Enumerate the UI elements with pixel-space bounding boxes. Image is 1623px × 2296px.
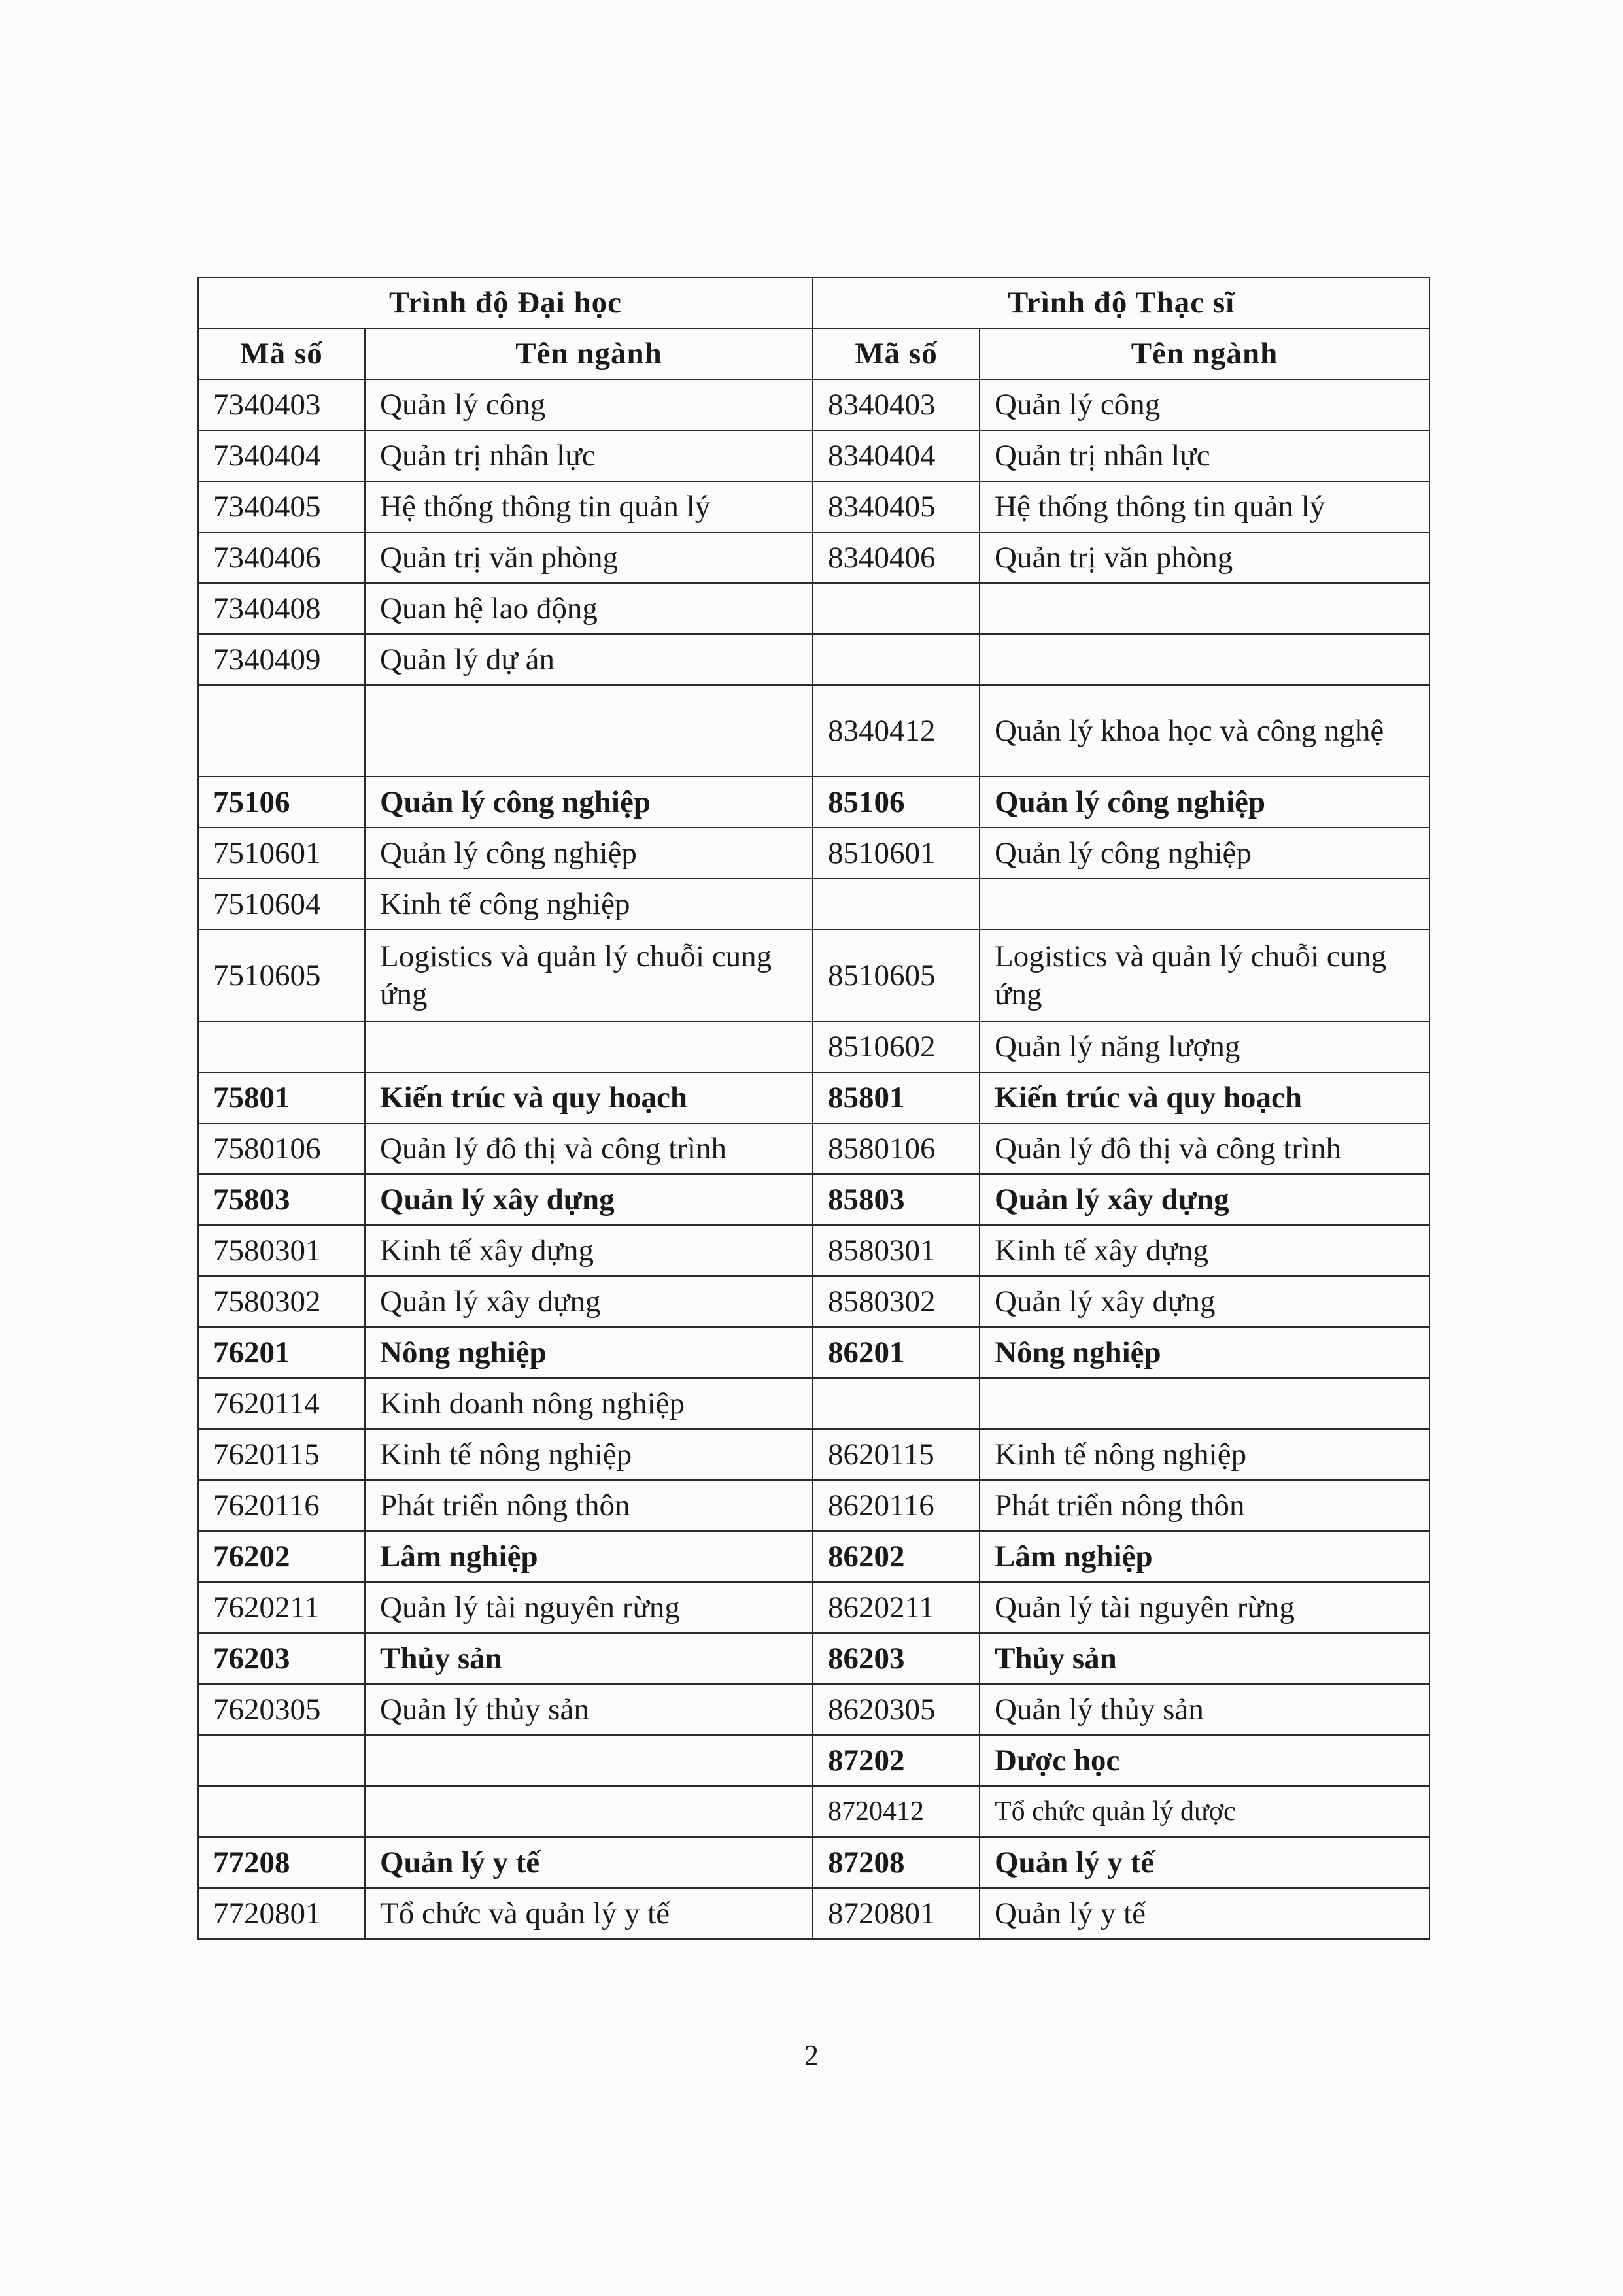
master-name-cell — [980, 583, 1429, 634]
column-header-name: Tên ngành — [365, 328, 813, 379]
table-row — [198, 1837, 1429, 1888]
master-code-cell — [813, 634, 980, 685]
master-name-cell: Quản trị văn phòng — [980, 532, 1429, 583]
master-name-cell: Quản lý thủy sản — [980, 1684, 1429, 1735]
undergrad-code-cell: 7580301 — [198, 1225, 365, 1276]
master-name-cell: Hệ thống thông tin quản lý — [980, 481, 1429, 532]
master-name-cell: Logistics và quản lý chuỗi cung ứng — [980, 930, 1429, 1021]
master-code-cell: 8340404 — [813, 430, 980, 481]
undergrad-code-cell: 7720801 — [198, 1888, 365, 1939]
master-name-cell: Quản lý công nghiệp — [980, 828, 1429, 879]
undergrad-name-cell: Quản lý tài nguyên rừng — [365, 1582, 813, 1633]
table-row — [198, 1735, 1429, 1786]
undergrad-code-cell: 7510601 — [198, 828, 365, 879]
master-code-cell: 8510605 — [813, 930, 980, 1021]
master-code-cell: 8720801 — [813, 1888, 980, 1939]
undergrad-name-cell: Quản lý công — [365, 379, 813, 430]
table-row — [198, 1327, 1429, 1378]
table-row — [198, 777, 1429, 828]
master-name-cell: Dược học — [980, 1735, 1429, 1786]
master-code-cell: 85801 — [813, 1072, 980, 1123]
undergrad-name-cell: Quản lý y tế — [365, 1837, 813, 1888]
master-name-cell: Thủy sản — [980, 1633, 1429, 1684]
master-name-cell: Quản lý xây dựng — [980, 1174, 1429, 1225]
table-row — [198, 685, 1429, 777]
master-name-cell: Lâm nghiệp — [980, 1531, 1429, 1582]
master-code-cell: 8510601 — [813, 828, 980, 879]
table-row — [198, 1276, 1429, 1327]
undergrad-name-cell: Logistics và quản lý chuỗi cung ứng — [365, 930, 813, 1021]
table-row — [198, 1072, 1429, 1123]
master-code-cell: 8620116 — [813, 1480, 980, 1531]
undergrad-code-cell — [198, 1786, 365, 1837]
table-row — [198, 1174, 1429, 1225]
undergrad-code-cell — [198, 685, 365, 777]
master-code-cell: 85106 — [813, 777, 980, 828]
undergrad-code-cell: 7510605 — [198, 930, 365, 1021]
master-code-cell: 8580301 — [813, 1225, 980, 1276]
table-row — [198, 879, 1429, 930]
table-row — [198, 532, 1429, 583]
master-name-cell: Phát triển nông thôn — [980, 1480, 1429, 1531]
master-code-cell: 87208 — [813, 1837, 980, 1888]
undergrad-code-cell: 75803 — [198, 1174, 365, 1225]
group-header-master: Trình độ Thạc sĩ — [813, 277, 1429, 328]
master-name-cell: Tổ chức quản lý dược — [980, 1786, 1429, 1837]
undergrad-code-cell: 7580106 — [198, 1123, 365, 1174]
table-row — [198, 1633, 1429, 1684]
table-row — [198, 1480, 1429, 1531]
undergrad-name-cell: Kinh tế nông nghiệp — [365, 1429, 813, 1480]
undergrad-code-cell: 7620211 — [198, 1582, 365, 1633]
undergrad-code-cell: 76203 — [198, 1633, 365, 1684]
undergrad-name-cell: Quản lý dự án — [365, 634, 813, 685]
table-body — [198, 277, 1429, 1939]
master-name-cell: Quản lý tài nguyên rừng — [980, 1582, 1429, 1633]
undergrad-name-cell: Tổ chức và quản lý y tế — [365, 1888, 813, 1939]
undergrad-name-cell: Kiến trúc và quy hoạch — [365, 1072, 813, 1123]
undergrad-name-cell: Kinh tế xây dựng — [365, 1225, 813, 1276]
undergrad-code-cell: 7620115 — [198, 1429, 365, 1480]
master-name-cell: Quản lý công nghiệp — [980, 777, 1429, 828]
undergrad-name-cell: Hệ thống thông tin quản lý — [365, 481, 813, 532]
column-header-code: Mã số — [813, 328, 980, 379]
column-header-row — [198, 328, 1429, 379]
master-code-cell: 87202 — [813, 1735, 980, 1786]
undergrad-code-cell: 7620305 — [198, 1684, 365, 1735]
undergrad-name-cell: Kinh doanh nông nghiệp — [365, 1378, 813, 1429]
undergrad-name-cell — [365, 1735, 813, 1786]
master-name-cell: Quản lý y tế — [980, 1837, 1429, 1888]
undergrad-code-cell: 76202 — [198, 1531, 365, 1582]
undergrad-name-cell: Phát triển nông thôn — [365, 1480, 813, 1531]
master-code-cell — [813, 1378, 980, 1429]
column-header-name: Tên ngành — [980, 328, 1429, 379]
master-code-cell: 86202 — [813, 1531, 980, 1582]
master-code-cell: 86201 — [813, 1327, 980, 1378]
undergrad-code-cell: 7620114 — [198, 1378, 365, 1429]
undergrad-code-cell: 7340405 — [198, 481, 365, 532]
master-code-cell: 8340405 — [813, 481, 980, 532]
master-code-cell: 8340412 — [813, 685, 980, 777]
master-name-cell: Quản lý khoa học và công nghệ — [980, 685, 1429, 777]
undergrad-code-cell — [198, 1021, 365, 1072]
column-header-code: Mã số — [198, 328, 365, 379]
master-name-cell: Kiến trúc và quy hoạch — [980, 1072, 1429, 1123]
table-row — [198, 1786, 1429, 1837]
undergrad-code-cell: 7340404 — [198, 430, 365, 481]
group-header-row — [198, 277, 1429, 328]
master-name-cell: Quản lý xây dựng — [980, 1276, 1429, 1327]
undergrad-name-cell: Quản lý công nghiệp — [365, 828, 813, 879]
page-number: 2 — [804, 2039, 819, 2071]
table-row — [198, 430, 1429, 481]
undergrad-code-cell — [198, 1735, 365, 1786]
undergrad-name-cell — [365, 1021, 813, 1072]
master-name-cell: Kinh tế xây dựng — [980, 1225, 1429, 1276]
master-name-cell: Kinh tế nông nghiệp — [980, 1429, 1429, 1480]
undergrad-code-cell: 7340406 — [198, 532, 365, 583]
table-row — [198, 1531, 1429, 1582]
undergrad-code-cell: 7620116 — [198, 1480, 365, 1531]
master-code-cell: 8620211 — [813, 1582, 980, 1633]
master-code-cell: 85803 — [813, 1174, 980, 1225]
master-name-cell: Quản lý đô thị và công trình — [980, 1123, 1429, 1174]
undergrad-code-cell: 76201 — [198, 1327, 365, 1378]
master-code-cell: 8340403 — [813, 379, 980, 430]
undergrad-name-cell: Quản trị nhân lực — [365, 430, 813, 481]
undergrad-code-cell: 7510604 — [198, 879, 365, 930]
table-row — [198, 828, 1429, 879]
table-row — [198, 481, 1429, 532]
table-row — [198, 1123, 1429, 1174]
table-row — [198, 1021, 1429, 1072]
undergrad-code-cell: 7340403 — [198, 379, 365, 430]
undergrad-name-cell: Quản lý đô thị và công trình — [365, 1123, 813, 1174]
master-name-cell: Quản lý năng lượng — [980, 1021, 1429, 1072]
majors-table — [197, 277, 1430, 1940]
master-code-cell: 8580106 — [813, 1123, 980, 1174]
master-name-cell: Quản lý y tế — [980, 1888, 1429, 1939]
table-row — [198, 1684, 1429, 1735]
undergrad-code-cell: 7340408 — [198, 583, 365, 634]
master-code-cell: 8580302 — [813, 1276, 980, 1327]
undergrad-name-cell: Quản lý xây dựng — [365, 1174, 813, 1225]
table-row — [198, 583, 1429, 634]
master-code-cell: 8620115 — [813, 1429, 980, 1480]
master-code-cell: 8340406 — [813, 532, 980, 583]
master-name-cell: Nông nghiệp — [980, 1327, 1429, 1378]
table-row — [198, 634, 1429, 685]
table-row — [198, 379, 1429, 430]
table-row — [198, 1429, 1429, 1480]
master-name-cell — [980, 634, 1429, 685]
master-name-cell — [980, 1378, 1429, 1429]
table-row — [198, 1888, 1429, 1939]
master-code-cell: 8620305 — [813, 1684, 980, 1735]
table-row — [198, 1225, 1429, 1276]
master-name-cell: Quản trị nhân lực — [980, 430, 1429, 481]
master-code-cell — [813, 879, 980, 930]
undergrad-name-cell: Quản lý xây dựng — [365, 1276, 813, 1327]
undergrad-name-cell: Quản trị văn phòng — [365, 532, 813, 583]
table-row — [198, 1378, 1429, 1429]
group-header-undergraduate: Trình độ Đại học — [198, 277, 813, 328]
undergrad-name-cell: Quản lý thủy sản — [365, 1684, 813, 1735]
master-code-cell: 8720412 — [813, 1786, 980, 1837]
table-row — [198, 930, 1429, 1021]
undergrad-name-cell — [365, 1786, 813, 1837]
undergrad-name-cell: Nông nghiệp — [365, 1327, 813, 1378]
undergrad-name-cell: Quản lý công nghiệp — [365, 777, 813, 828]
undergrad-name-cell: Thủy sản — [365, 1633, 813, 1684]
undergrad-code-cell: 77208 — [198, 1837, 365, 1888]
undergrad-name-cell: Kinh tế công nghiệp — [365, 879, 813, 930]
undergrad-code-cell: 75801 — [198, 1072, 365, 1123]
undergrad-name-cell: Quan hệ lao động — [365, 583, 813, 634]
master-code-cell: 8510602 — [813, 1021, 980, 1072]
master-name-cell: Quản lý công — [980, 379, 1429, 430]
master-code-cell: 86203 — [813, 1633, 980, 1684]
master-code-cell — [813, 583, 980, 634]
undergrad-name-cell — [365, 685, 813, 777]
undergrad-code-cell: 75106 — [198, 777, 365, 828]
undergrad-code-cell: 7580302 — [198, 1276, 365, 1327]
undergrad-name-cell: Lâm nghiệp — [365, 1531, 813, 1582]
undergrad-code-cell: 7340409 — [198, 634, 365, 685]
master-name-cell — [980, 879, 1429, 930]
table-row — [198, 1582, 1429, 1633]
